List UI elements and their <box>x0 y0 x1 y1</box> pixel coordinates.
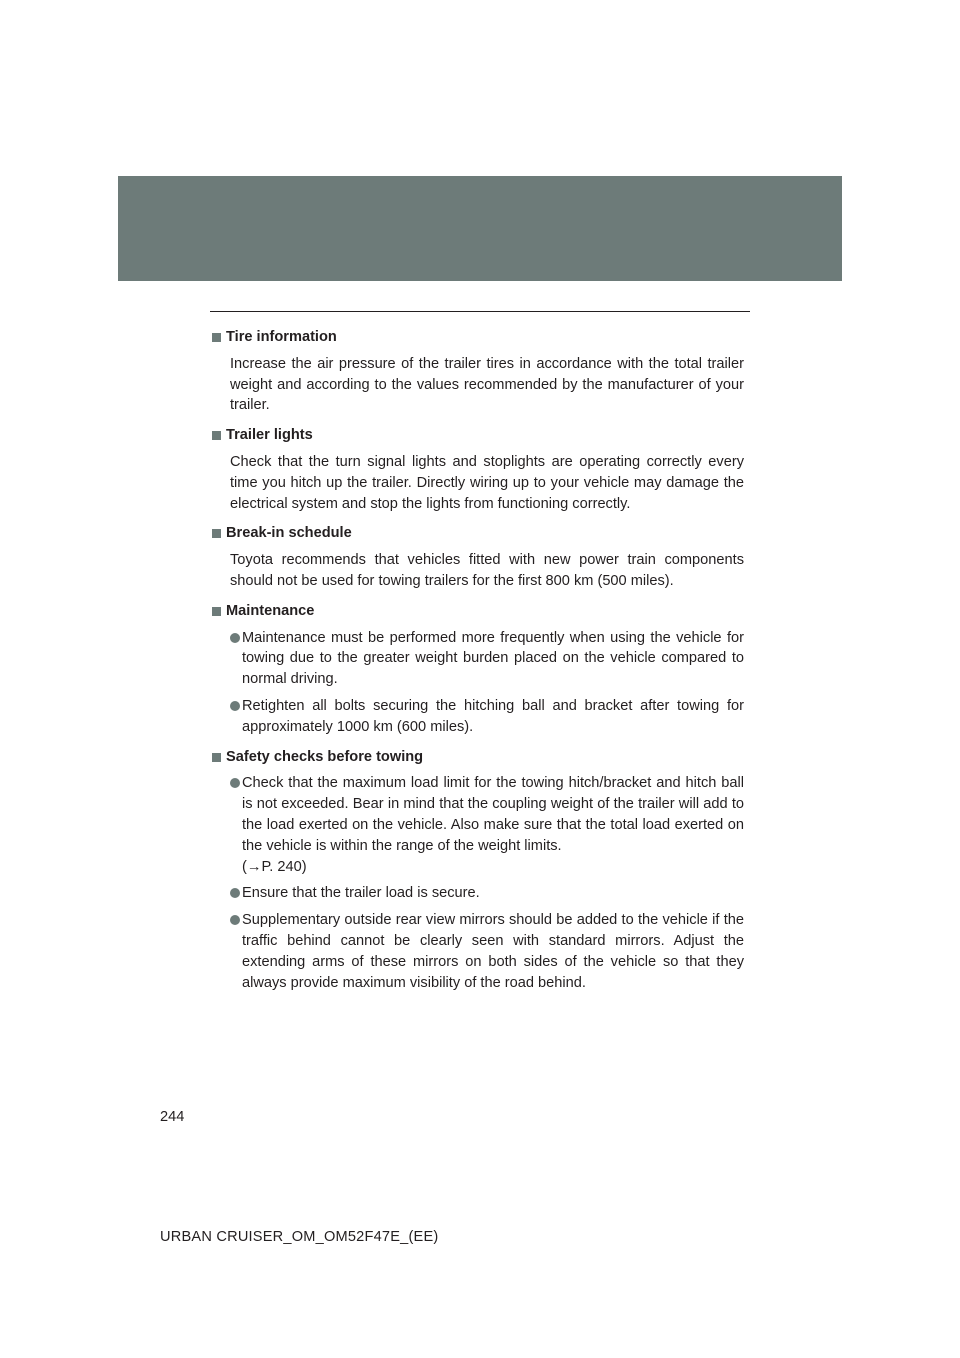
list-item: Check that the maximum load limit for the towing hitch/bracket and hitch ball is not exceeded. Bear in mind that the coupling weight of the trailer will add to the load exerted on the vehicle. Also make sure that the total load exerted on the vehicle is within the range of the weight limits. (→P. 240) <box>230 773 744 877</box>
list-item: Supplementary outside rear view mirrors should be added to the vehicle if the traffic behind cannot be clearly seen with standard mirrors. Adjust the extending arms of these mirrors on both sides of the vehicle so that they always provide maximum visibility of the road behind. <box>230 910 744 993</box>
topic-heading: Tire information <box>226 329 337 345</box>
round-bullet-icon <box>230 701 240 711</box>
round-bullet-icon <box>230 633 240 643</box>
topic-trailer-lights <box>212 425 744 514</box>
topic-heading: Maintenance <box>226 602 315 619</box>
round-bullet-icon <box>230 915 240 925</box>
round-bullet-icon <box>230 888 240 898</box>
square-bullet-icon <box>212 753 221 762</box>
topic-tire-information <box>212 327 744 416</box>
square-bullet-icon <box>212 431 221 440</box>
topic-safety-checks <box>212 747 744 994</box>
section-title: 2-5. Driving information <box>278 397 426 413</box>
square-bullet-icon <box>212 333 221 342</box>
topic-text: Toyota recommends that vehicles fitted with new power train components should not be used for towing trailers for the first 800 km (500 miles). <box>230 552 744 589</box>
divider-rule <box>210 311 750 312</box>
list-item: Retighten all bolts securing the hitching ball and bracket after towing for approximately 1000 km (600 miles). <box>230 696 744 738</box>
list-item: Ensure that the trailer load is secure. <box>230 883 744 904</box>
page-number: 244 <box>160 1109 185 1125</box>
topic-heading: Safety checks before towing <box>226 748 424 765</box>
topic-break-in-schedule <box>212 523 744 591</box>
page-reference-link[interactable]: (→P. 240) <box>242 858 307 875</box>
footer-document-code: URBAN CRUISER_OM_OM52F47E_(EE) <box>160 1229 439 1245</box>
topic-heading: Break-in schedule <box>226 525 352 542</box>
list-item: Maintenance must be performed more frequently when using the vehicle for towing due to the greater weight burden placed on the vehicle compared to normal driving. <box>230 628 744 690</box>
topic-heading: Trailer lights <box>226 427 313 444</box>
page-content <box>212 327 744 1002</box>
square-bullet-icon <box>212 529 221 538</box>
round-bullet-icon <box>230 778 240 788</box>
topic-text: Check that the turn signal lights and stoplights are operating correctly every time you hitch up the trailer. Directly wiring up to your vehicle may damage the electrical system and stop the lights from functioning correctly. <box>230 453 744 512</box>
topic-text: Increase the air pressure of the trailer tires in accordance with the total trailer weight and according to the values recommended by the manufacturer of your trailer. <box>230 355 744 414</box>
topic-maintenance <box>212 601 744 738</box>
square-bullet-icon <box>212 607 221 616</box>
